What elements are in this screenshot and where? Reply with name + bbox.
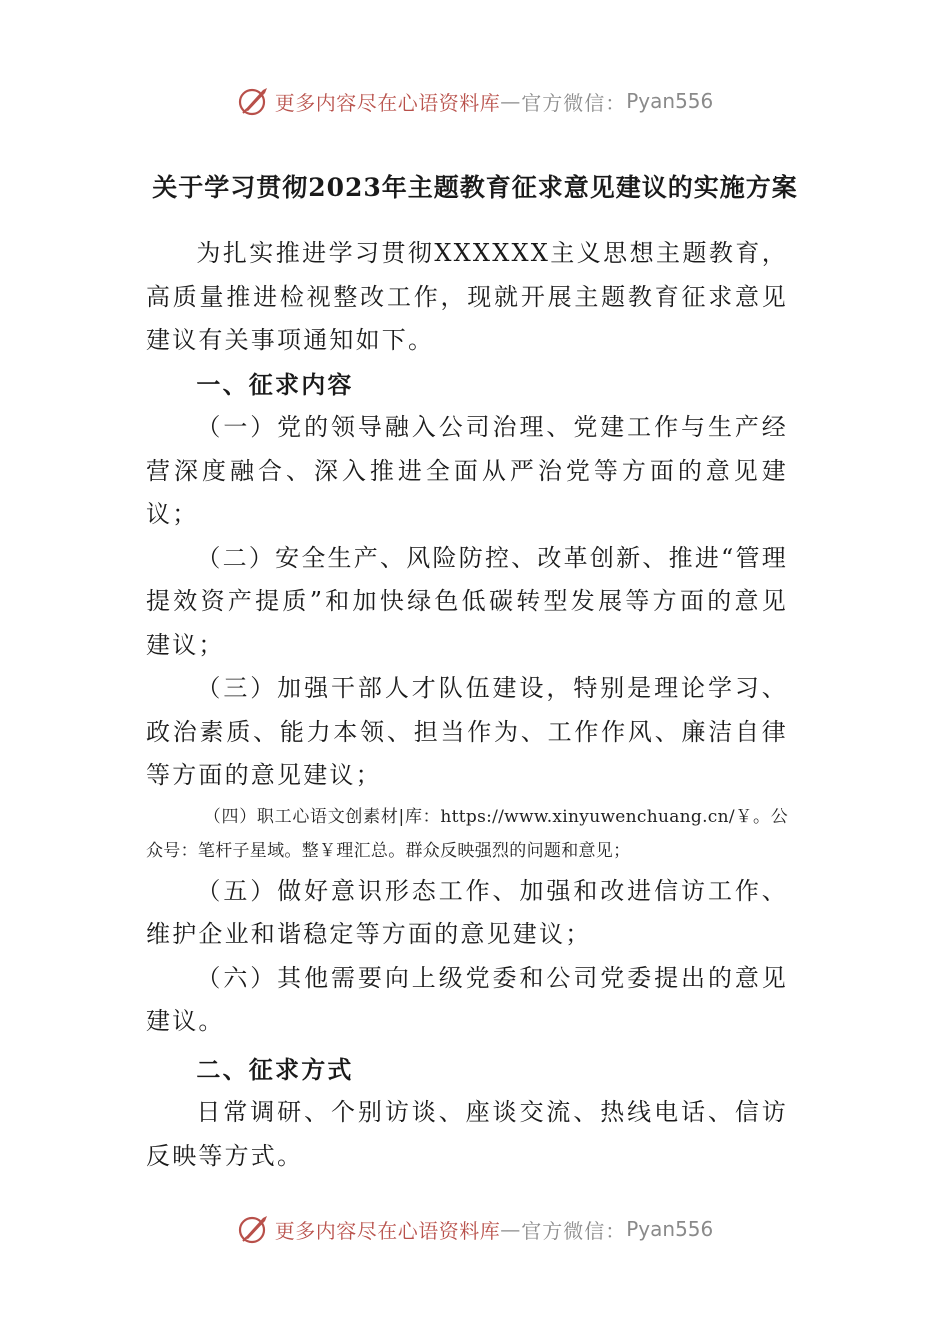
- watermark-footer: [0, 1212, 950, 1246]
- watermark-wechat-label: 官方微信：: [521, 90, 627, 115]
- list-item: （一）党的领导融入公司治理、党建工作与生产经营深度融合、深入推进全面从严治党等方面的意见建议；: [146, 413, 788, 528]
- watermark-dash: —: [500, 89, 522, 113]
- watermark-header: [0, 84, 950, 118]
- watermark-site-text: 更多内容尽在心语资料库: [274, 1218, 501, 1243]
- list-item: （三）加强干部人才队伍建设，特别是理论学习、政治素质、能力本领、担当作为、工作作风、廉洁自律等方面的意见建议；: [146, 674, 788, 789]
- section1-heading: 一、征求内容: [196, 369, 354, 399]
- list-item: （二）安全生产、风险防控、改革创新、推进“管理提效资产提质”和加快绿色低碳转型发展等方面的意见建议；: [146, 543, 788, 659]
- quill-pen-logo-icon: [237, 1212, 271, 1246]
- section2-paragraph: 日常调研、个别访谈、座谈交流、热线电话、信访反映等方式。: [146, 1098, 788, 1170]
- watermark-account: Pyan556: [626, 89, 714, 113]
- quill-pen-logo-icon: [237, 84, 271, 118]
- list-item: （五）做好意识形态工作、加强和改进信访工作、维护企业和谐稳定等方面的意见建议；: [146, 876, 788, 948]
- intro-paragraph: 为扎实推进学习贯彻XXXXXX主义思想主题教育，高质量推进检视整改工作，现就开展主题教育征求意见建议有关事项通知如下。: [146, 239, 788, 354]
- list-item-small: （四）职工心语文创素材|库：https://www.xinyuwenchuang.cn/￥。公众号：笔杆子星域。整￥理汇总。群众反映强烈的问题和意见；: [146, 806, 788, 861]
- document-body: [146, 232, 788, 1178]
- list-item: （六）其他需要向上级党委和公司党委提出的意见建议。: [146, 963, 788, 1035]
- watermark-wechat-label: 官方微信：: [521, 1218, 627, 1243]
- watermark-site-text: 更多内容尽在心语资料库: [274, 90, 501, 115]
- watermark-dash: —: [500, 1217, 522, 1241]
- section2-heading: 二、征求方式: [196, 1054, 354, 1084]
- document-title: 关于学习贯彻2023年主题教育征求意见建议的实施方案: [152, 173, 798, 202]
- watermark-account: Pyan556: [626, 1217, 714, 1241]
